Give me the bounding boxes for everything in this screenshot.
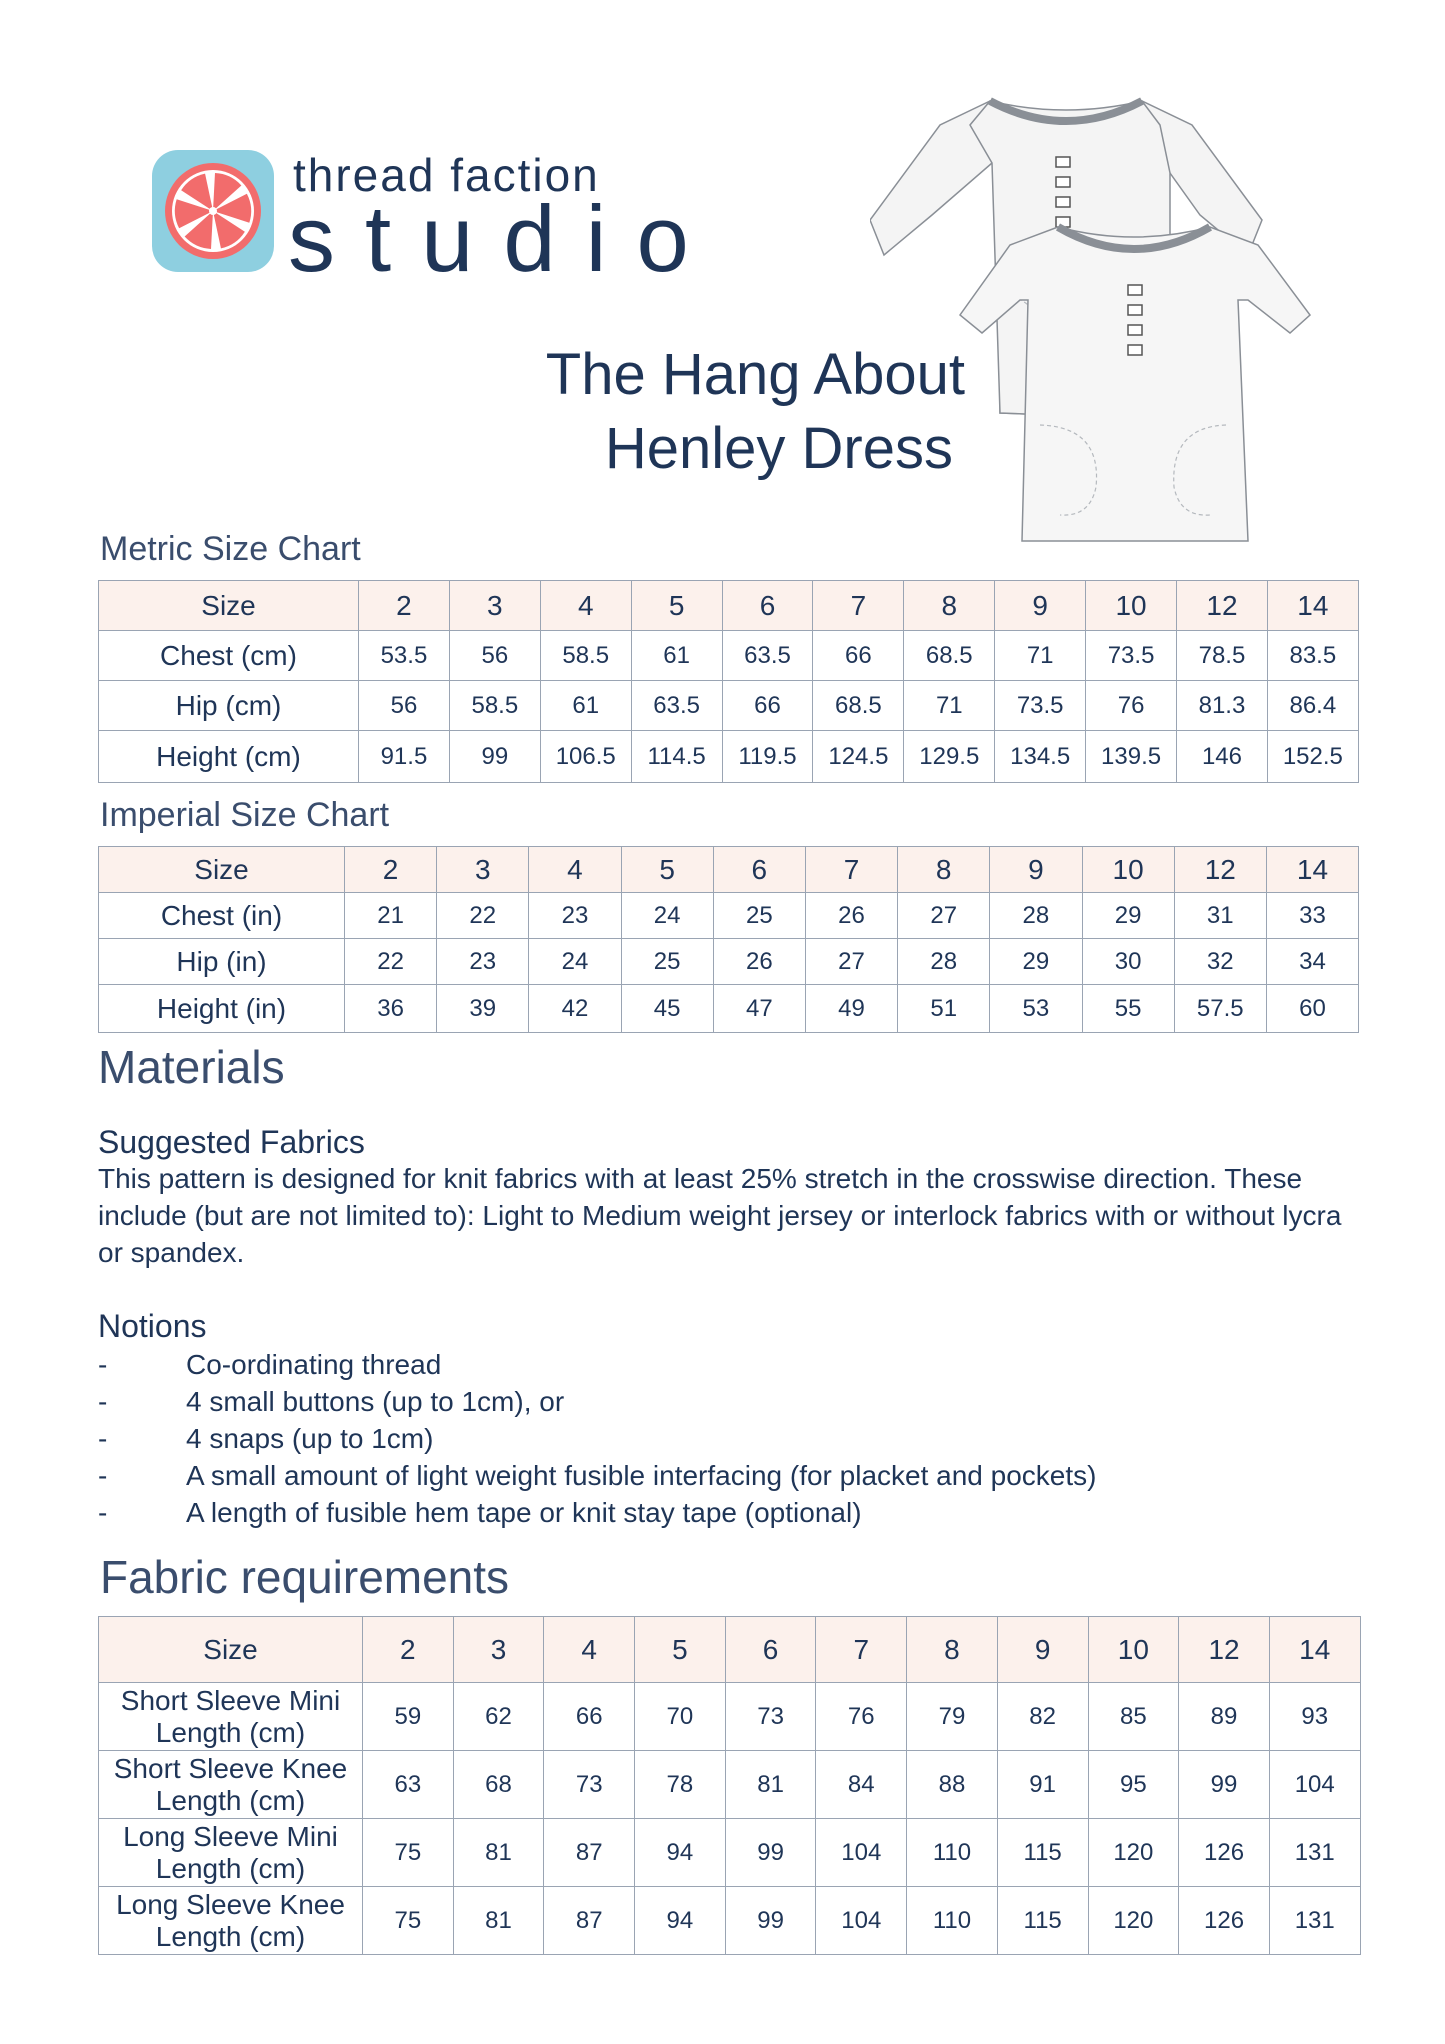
pattern-title-line-1: The Hang About [545,342,965,407]
size-cell: 9 [997,1617,1088,1683]
table-cell: 104 [816,1887,907,1955]
table-cell: 99 [1179,1751,1270,1819]
table-cell: 25 [713,893,805,939]
table-cell: 94 [635,1819,726,1887]
table-row [99,939,1359,985]
table-cell: 104 [1269,1751,1360,1819]
table-cell: 83.5 [1267,631,1358,681]
size-cell: 10 [1088,1617,1179,1683]
size-cell: 7 [805,847,897,893]
table-cell: 60 [1266,985,1358,1033]
table-cell: 66 [544,1683,635,1751]
fabric-requirements-heading: Fabric requirements [100,1551,510,1603]
list-item-text: A length of fusible hem tape or knit stay tape (optional) [186,1497,862,1528]
list-item [98,1457,1096,1494]
table-cell: 26 [805,893,897,939]
table-cell: 28 [990,893,1082,939]
row-label-line-1: Short Sleeve Knee [113,1752,348,1784]
table-cell: 68.5 [904,631,995,681]
brand-name-top: thread faction [293,149,600,201]
henley-dress-illustration-icon [870,95,1350,555]
table-cell: 152.5 [1267,731,1358,783]
size-cell: 3 [437,847,529,893]
table-cell: 26 [713,939,805,985]
fabric-requirements-table [98,1616,1361,1955]
list-item-text: Co-ordinating thread [186,1349,442,1380]
table-cell: 53.5 [359,631,450,681]
table-cell: 93 [1269,1683,1360,1751]
size-cell: 4 [529,847,621,893]
list-item [98,1346,1096,1383]
row-label: Height (in) [99,985,345,1033]
table-cell: 95 [1088,1751,1179,1819]
table-cell: 68 [453,1751,544,1819]
list-item-text: A small amount of light weight fusible interfacing (for placket and pockets) [186,1460,1097,1491]
table-cell: 139.5 [1086,731,1177,783]
table-cell: 70 [635,1683,726,1751]
table-cell: 78.5 [1177,631,1268,681]
table-cell: 99 [725,1819,816,1887]
table-cell: 29 [1082,893,1174,939]
table-row [99,1819,1361,1887]
table-cell: 30 [1082,939,1174,985]
table-cell: 91.5 [359,731,450,783]
size-cell: 5 [621,847,713,893]
size-cell: 7 [816,1617,907,1683]
row-label [99,1751,363,1819]
table-cell: 47 [713,985,805,1033]
table-row [99,985,1359,1033]
table-cell: 28 [898,939,990,985]
table-row [99,731,1359,783]
size-cell: 14 [1269,1617,1360,1683]
table-cell: 131 [1269,1887,1360,1955]
row-label-line-1: Long Sleeve Mini [123,1820,338,1852]
table-cell: 94 [635,1887,726,1955]
table-cell: 71 [904,681,995,731]
table-cell: 87 [544,1819,635,1887]
table-cell: 56 [449,631,540,681]
size-cell: 3 [453,1617,544,1683]
table-row [99,1683,1361,1751]
table-row [99,681,1359,731]
row-label-line-2: Length (cm) [155,1852,306,1884]
table-cell: 32 [1174,939,1266,985]
imperial-size-chart-heading: Imperial Size Chart [100,796,390,834]
size-cell: 4 [544,1617,635,1683]
table-cell: 71 [995,631,1086,681]
grapefruit-logo-icon [150,148,276,274]
table-cell: 56 [359,681,450,731]
row-label: Chest (in) [99,893,345,939]
size-cell: 6 [725,1617,816,1683]
table-row [99,1887,1361,1955]
notions-heading: Notions [98,1308,207,1344]
table-cell: 22 [345,939,437,985]
size-cell: 12 [1174,847,1266,893]
table-cell: 82 [997,1683,1088,1751]
table-header-row [99,581,1359,631]
table-row [99,1751,1361,1819]
table-cell: 73 [725,1683,816,1751]
table-cell: 86.4 [1267,681,1358,731]
notions-list [98,1346,1096,1531]
table-cell: 51 [898,985,990,1033]
table-cell: 99 [449,731,540,783]
materials-heading: Materials [98,1041,285,1093]
table-cell: 58.5 [540,631,631,681]
table-cell: 22 [437,893,529,939]
suggested-fabrics-text: This pattern is designed for knit fabrics with at least 25% stretch in the crosswise direction. These include (but are not limited to): Light to Medium weight jersey or interlock fabrics with or without lycra or spandex. [98,1163,1342,1268]
row-label: Height (cm) [99,731,359,783]
brand-logo [150,148,719,291]
dash-bullet: - [98,1386,108,1417]
list-item-text: 4 snaps (up to 1cm) [186,1423,434,1454]
dash-bullet: - [98,1423,108,1454]
table-cell: 27 [805,939,897,985]
size-cell: 9 [990,847,1082,893]
row-label [99,1683,363,1751]
row-label: Hip (in) [99,939,345,985]
table-cell: 106.5 [540,731,631,783]
table-cell: 87 [544,1887,635,1955]
list-item [98,1494,1096,1531]
dash-bullet: - [98,1497,108,1528]
table-cell: 73.5 [1086,631,1177,681]
table-cell: 66 [813,631,904,681]
table-cell: 84 [816,1751,907,1819]
table-cell: 59 [363,1683,454,1751]
list-item [98,1420,1096,1457]
table-cell: 81 [453,1887,544,1955]
table-cell: 85 [1088,1683,1179,1751]
table-cell: 73 [544,1751,635,1819]
table-cell: 33 [1266,893,1358,939]
table-cell: 57.5 [1174,985,1266,1033]
table-cell: 115 [997,1887,1088,1955]
size-cell: 12 [1177,581,1268,631]
list-item-text: 4 small buttons (up to 1cm), or [186,1386,565,1417]
size-cell: 7 [813,581,904,631]
table-cell: 63.5 [722,631,813,681]
table-cell: 23 [529,893,621,939]
brand-name-bottom: studio [288,186,719,291]
table-cell: 120 [1088,1819,1179,1887]
table-cell: 131 [1269,1819,1360,1887]
table-cell: 49 [805,985,897,1033]
table-cell: 129.5 [904,731,995,783]
size-cell: 3 [449,581,540,631]
table-cell: 68.5 [813,681,904,731]
list-item [98,1383,1096,1420]
size-cell: 9 [995,581,1086,631]
table-cell: 73.5 [995,681,1086,731]
table-cell: 24 [621,893,713,939]
size-cell: 10 [1082,847,1174,893]
size-cell: 4 [540,581,631,631]
table-cell: 61 [540,681,631,731]
size-cell: 14 [1266,847,1358,893]
size-header-cell: Size [99,847,345,893]
table-cell: 89 [1179,1683,1270,1751]
size-cell: 2 [359,581,450,631]
table-cell: 53 [990,985,1082,1033]
table-cell: 29 [990,939,1082,985]
table-cell: 75 [363,1819,454,1887]
table-cell: 91 [997,1751,1088,1819]
table-cell: 27 [898,893,990,939]
table-cell: 120 [1088,1887,1179,1955]
pattern-title [546,338,965,486]
size-cell: 12 [1179,1617,1270,1683]
table-cell: 31 [1174,893,1266,939]
table-cell: 81.3 [1177,681,1268,731]
size-cell: 10 [1086,581,1177,631]
table-cell: 62 [453,1683,544,1751]
row-label: Hip (cm) [99,681,359,731]
table-cell: 88 [907,1751,998,1819]
metric-size-table [98,580,1359,783]
size-cell: 5 [635,1617,726,1683]
table-cell: 58.5 [449,681,540,731]
table-cell: 24 [529,939,621,985]
table-cell: 39 [437,985,529,1033]
row-label-line-2: Length (cm) [155,1920,306,1952]
table-cell: 78 [635,1751,726,1819]
table-cell: 55 [1082,985,1174,1033]
row-label [99,1887,363,1955]
metric-size-chart-heading: Metric Size Chart [100,530,361,568]
table-cell: 124.5 [813,731,904,783]
size-cell: 8 [907,1617,998,1683]
row-label-line-2: Length (cm) [155,1784,306,1816]
row-label-line-2: Length (cm) [155,1716,306,1748]
table-cell: 76 [816,1683,907,1751]
table-cell: 45 [621,985,713,1033]
suggested-fabrics-heading: Suggested Fabrics [98,1124,365,1160]
table-cell: 126 [1179,1887,1270,1955]
table-cell: 81 [453,1819,544,1887]
table-cell: 66 [722,681,813,731]
table-cell: 115 [997,1819,1088,1887]
size-cell: 6 [713,847,805,893]
table-cell: 79 [907,1683,998,1751]
size-cell: 6 [722,581,813,631]
row-label: Chest (cm) [99,631,359,681]
table-cell: 36 [345,985,437,1033]
row-label [99,1819,363,1887]
table-row [99,893,1359,939]
table-cell: 21 [345,893,437,939]
size-cell: 5 [631,581,722,631]
row-label-line-1: Long Sleeve Knee [116,1888,345,1920]
size-cell: 2 [363,1617,454,1683]
size-cell: 2 [345,847,437,893]
dash-bullet: - [98,1460,108,1491]
table-cell: 110 [907,1819,998,1887]
table-header-row [99,1617,1361,1683]
size-header-cell: Size [99,1617,363,1683]
table-cell: 63.5 [631,681,722,731]
table-row [99,631,1359,681]
dash-bullet: - [98,1349,108,1380]
table-cell: 76 [1086,681,1177,731]
table-cell: 114.5 [631,731,722,783]
size-header-cell: Size [99,581,359,631]
row-label-line-1: Short Sleeve Mini [120,1684,341,1716]
table-cell: 63 [363,1751,454,1819]
table-cell: 61 [631,631,722,681]
table-cell: 119.5 [722,731,813,783]
imperial-size-table [98,846,1359,1033]
table-header-row [99,847,1359,893]
table-cell: 81 [725,1751,816,1819]
table-cell: 23 [437,939,529,985]
table-cell: 126 [1179,1819,1270,1887]
table-cell: 34 [1266,939,1358,985]
table-cell: 146 [1177,731,1268,783]
table-cell: 25 [621,939,713,985]
table-cell: 75 [363,1887,454,1955]
table-cell: 134.5 [995,731,1086,783]
table-cell: 104 [816,1819,907,1887]
table-cell: 110 [907,1887,998,1955]
table-cell: 99 [725,1887,816,1955]
size-cell: 8 [898,847,990,893]
table-cell: 42 [529,985,621,1033]
size-cell: 8 [904,581,995,631]
pattern-title-line-2: Henley Dress [604,416,953,481]
size-cell: 14 [1267,581,1358,631]
